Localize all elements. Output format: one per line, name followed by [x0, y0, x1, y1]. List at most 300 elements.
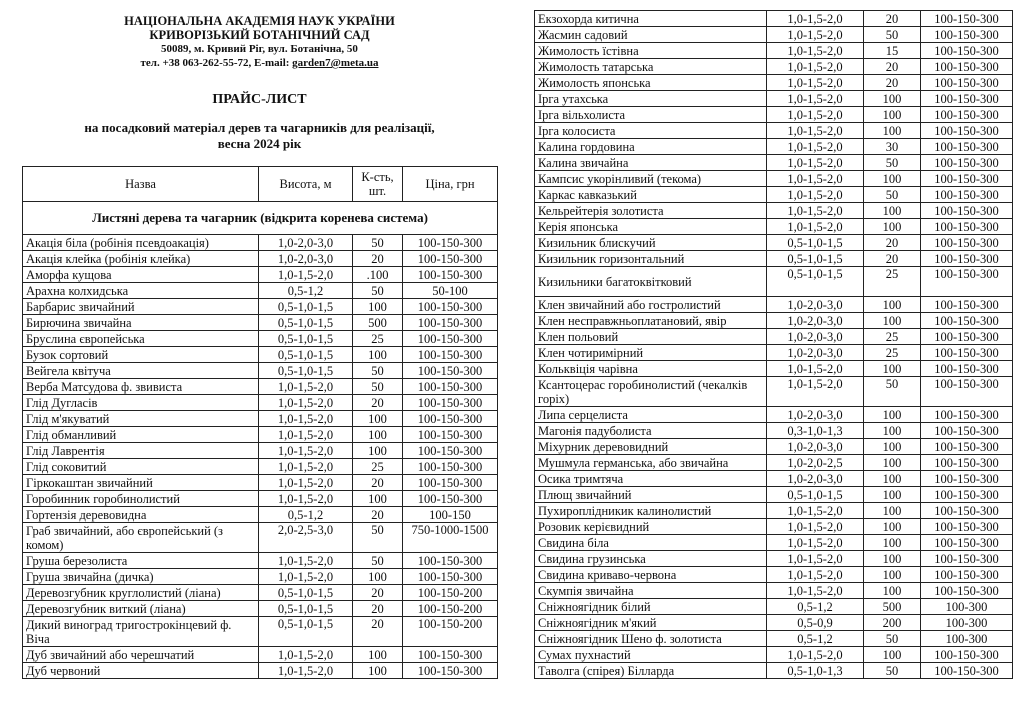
cell-price: 100-150-300	[921, 361, 1013, 377]
subtitle-line-2: весна 2024 рік	[217, 136, 302, 151]
cell-name: Груша звичайна (дичка)	[23, 569, 259, 585]
cell-qty: 50	[864, 631, 921, 647]
cell-height: 0,5-1,2	[259, 283, 353, 299]
cell-qty: 200	[864, 615, 921, 631]
cell-qty: 100	[864, 583, 921, 599]
table-row	[535, 631, 1013, 647]
cell-qty: 50	[353, 283, 403, 299]
cell-name: Скумпія звичайна	[535, 583, 767, 599]
cell-height: 0,5-0,9	[767, 615, 864, 631]
table-row	[535, 487, 1013, 503]
cell-name: Екзохорда китична	[535, 11, 767, 27]
cell-price: 100-150-300	[921, 59, 1013, 75]
table-row	[535, 455, 1013, 471]
cell-height: 1,0-1,5-2,0	[767, 11, 864, 27]
cell-qty: 20	[353, 617, 403, 647]
cell-qty: 100	[353, 491, 403, 507]
table-row	[23, 523, 498, 553]
cell-qty: 100	[864, 203, 921, 219]
cell-name: Кизильник блискучий	[535, 235, 767, 251]
col-header-price: Ціна, грн	[403, 167, 498, 202]
cell-price: 100-150-300	[921, 567, 1013, 583]
cell-qty: 100	[353, 663, 403, 679]
cell-price: 100-150-300	[403, 267, 498, 283]
table-row	[535, 313, 1013, 329]
cell-height: 1,0-1,5-2,0	[767, 535, 864, 551]
cell-qty: 100	[864, 361, 921, 377]
cell-price: 100-150-300	[921, 43, 1013, 59]
cell-height: 1,0-1,5-2,0	[259, 553, 353, 569]
cell-name: Гортензія деревовидна	[23, 507, 259, 523]
table-row	[535, 27, 1013, 43]
cell-name: Ксантоцерас горобинолистий (чекалків горіх)	[535, 377, 767, 407]
cell-height: 0,5-1,0-1,5	[259, 617, 353, 647]
cell-height: 1,0-1,5-2,0	[767, 503, 864, 519]
cell-name: Жасмин садовий	[535, 27, 767, 43]
cell-name: Глід обманливий	[23, 427, 259, 443]
table-row	[23, 459, 498, 475]
cell-price: 100-150-300	[403, 395, 498, 411]
cell-name: Кампсис укорінливий (текома)	[535, 171, 767, 187]
cell-height: 1,0-1,5-2,0	[767, 123, 864, 139]
cell-price: 100-150-300	[403, 235, 498, 251]
cell-height: 1,0-1,5-2,0	[767, 361, 864, 377]
cell-height: 1,0-1,5-2,0	[767, 519, 864, 535]
cell-height: 0,5-1,0-1,5	[259, 315, 353, 331]
table-row	[23, 315, 498, 331]
table-row	[535, 297, 1013, 313]
cell-price: 100-150-300	[403, 315, 498, 331]
table-row	[535, 535, 1013, 551]
table-row	[535, 439, 1013, 455]
cell-name: Барбарис звичайний	[23, 299, 259, 315]
table-row	[23, 617, 498, 647]
cell-name: Бруслина європейська	[23, 331, 259, 347]
cell-qty: 100	[864, 647, 921, 663]
cell-price: 100-150-300	[921, 123, 1013, 139]
cell-price: 100-150-300	[403, 299, 498, 315]
cell-height: 1,0-2,0-3,0	[767, 345, 864, 361]
table-row	[535, 155, 1013, 171]
cell-height: 0,5-1,0-1,5	[259, 299, 353, 315]
cell-name: Глід Лаврентія	[23, 443, 259, 459]
cell-name: Магонія падуболиста	[535, 423, 767, 439]
cell-height: 1,0-1,5-2,0	[767, 377, 864, 407]
table-row	[535, 361, 1013, 377]
price-table-left	[22, 166, 498, 679]
cell-height: 1,0-2,0-3,0	[767, 329, 864, 345]
cell-price: 100-150-300	[921, 439, 1013, 455]
cell-height: 1,0-1,5-2,0	[767, 59, 864, 75]
cell-name: Плющ звичайний	[535, 487, 767, 503]
cell-height: 0,5-1,0-1,5	[259, 585, 353, 601]
cell-qty: 100	[864, 297, 921, 313]
cell-qty: 100	[864, 519, 921, 535]
cell-name: Липа серцелиста	[535, 407, 767, 423]
table-row	[535, 503, 1013, 519]
cell-name: Кольквіція чарівна	[535, 361, 767, 377]
cell-name: Граб звичайний, або європейський (з комом)	[23, 523, 259, 553]
cell-height: 1,0-1,5-2,0	[259, 475, 353, 491]
cell-qty: 100	[353, 427, 403, 443]
cell-height: 1,0-1,5-2,0	[767, 91, 864, 107]
table-row	[535, 203, 1013, 219]
cell-price: 100-150-300	[921, 171, 1013, 187]
cell-name: Свидина криваво-червона	[535, 567, 767, 583]
cell-name: Ірга колосиста	[535, 123, 767, 139]
cell-qty: 100	[864, 171, 921, 187]
cell-height: 1,0-1,5-2,0	[767, 187, 864, 203]
cell-height: 1,0-1,5-2,0	[767, 203, 864, 219]
email-link[interactable]: garden7@meta.ua	[292, 57, 379, 69]
cell-height: 1,0-1,5-2,0	[259, 395, 353, 411]
cell-price: 100-150-300	[403, 647, 498, 663]
table-row	[535, 171, 1013, 187]
cell-name: Глід м'якуватий	[23, 411, 259, 427]
garden-name: КРИВОРІЗЬКИЙ БОТАНІЧНИЙ САД	[149, 28, 370, 42]
cell-price: 100-150-300	[921, 11, 1013, 27]
cell-name: Жимолость їстівна	[535, 43, 767, 59]
cell-qty: 20	[864, 251, 921, 267]
cell-price: 100-150-300	[403, 663, 498, 679]
cell-name: Верба Матсудова ф. звивиста	[23, 379, 259, 395]
cell-qty: 100	[864, 471, 921, 487]
table-row	[23, 601, 498, 617]
table-row	[23, 267, 498, 283]
table-row	[23, 363, 498, 379]
cell-name: Калина гордовина	[535, 139, 767, 155]
cell-price: 100-150-300	[921, 503, 1013, 519]
cell-price: 100-150-300	[921, 471, 1013, 487]
cell-price: 100-150-300	[403, 459, 498, 475]
table-row	[23, 443, 498, 459]
table-row	[535, 377, 1013, 407]
table-row	[23, 395, 498, 411]
cell-name: Сніжноягідник м'який	[535, 615, 767, 631]
cell-qty: 100	[864, 219, 921, 235]
cell-name: Кизильники багатоквітковий	[535, 267, 767, 297]
cell-qty: 100	[864, 423, 921, 439]
cell-name: Свидина біла	[535, 535, 767, 551]
cell-qty: 50	[353, 235, 403, 251]
cell-qty: 100	[864, 567, 921, 583]
address: 50089, м. Кривий Ріг, вул. Ботанічна, 50	[161, 43, 358, 55]
cell-qty: 100	[353, 569, 403, 585]
table-row	[535, 11, 1013, 27]
cell-height: 0,5-1,0-1,3	[767, 663, 864, 679]
cell-price: 100-150-300	[403, 569, 498, 585]
cell-qty: 50	[864, 187, 921, 203]
table-row	[535, 345, 1013, 361]
cell-price: 100-150-300	[921, 423, 1013, 439]
cell-qty: 30	[864, 139, 921, 155]
cell-height: 0,5-1,0-1,5	[259, 363, 353, 379]
cell-qty: 20	[864, 59, 921, 75]
section-row	[23, 202, 498, 235]
cell-price: 100-150-300	[403, 347, 498, 363]
cell-price: 100-150-300	[921, 535, 1013, 551]
cell-price: 100-150-300	[921, 251, 1013, 267]
cell-price: 100-150-300	[403, 379, 498, 395]
cell-qty: 50	[353, 553, 403, 569]
cell-price: 100-150-300	[921, 107, 1013, 123]
cell-name: Мушмула германська, або звичайна	[535, 455, 767, 471]
cell-qty: 25	[864, 329, 921, 345]
cell-qty: 100	[864, 535, 921, 551]
cell-name: Клен польовий	[535, 329, 767, 345]
cell-qty: 50	[353, 523, 403, 553]
table-row	[535, 599, 1013, 615]
cell-name: Бирючина звичайна	[23, 315, 259, 331]
cell-height: 1,0-1,5-2,0	[767, 43, 864, 59]
cell-name: Свидина грузинська	[535, 551, 767, 567]
table-row	[535, 251, 1013, 267]
cell-price: 100-150-300	[921, 187, 1013, 203]
cell-height: 1,0-1,5-2,0	[767, 155, 864, 171]
table-row	[535, 551, 1013, 567]
cell-qty: 50	[353, 379, 403, 395]
cell-price: 100-150-300	[403, 411, 498, 427]
table-row	[535, 123, 1013, 139]
cell-price: 100-150-300	[921, 377, 1013, 407]
cell-price: 100-150-300	[403, 363, 498, 379]
phone: тел. +38 063-262-55-72, E-mail:	[140, 57, 293, 69]
table-row	[23, 553, 498, 569]
cell-qty: 500	[864, 599, 921, 615]
cell-name: Глід соковитий	[23, 459, 259, 475]
table-header-row	[23, 167, 498, 202]
cell-qty: 100	[353, 347, 403, 363]
cell-name: Акація біла (робінія псевдоакація)	[23, 235, 259, 251]
cell-name: Керія японська	[535, 219, 767, 235]
cell-height: 1,0-1,5-2,0	[767, 171, 864, 187]
cell-qty: 100	[864, 407, 921, 423]
cell-height: 1,0-1,5-2,0	[259, 491, 353, 507]
table-row	[23, 411, 498, 427]
table-row	[535, 519, 1013, 535]
cell-price: 100-150-300	[921, 663, 1013, 679]
cell-name: Жимолость японська	[535, 75, 767, 91]
cell-qty: 100	[864, 439, 921, 455]
cell-height: 0,5-1,0-1,5	[767, 251, 864, 267]
cell-height: 1,0-2,0-3,0	[767, 439, 864, 455]
cell-name: Ірга вільхолиста	[535, 107, 767, 123]
table-row	[23, 475, 498, 491]
cell-price: 100-150-300	[921, 219, 1013, 235]
cell-name: Кизильник горизонтальний	[535, 251, 767, 267]
cell-qty: 25	[864, 267, 921, 297]
cell-name: Дуб червоний	[23, 663, 259, 679]
cell-name: Таволга (спірея) Білларда	[535, 663, 767, 679]
table-row	[535, 107, 1013, 123]
cell-qty: 100	[864, 551, 921, 567]
cell-height: 1,0-1,5-2,0	[767, 107, 864, 123]
cell-qty: 20	[864, 11, 921, 27]
cell-qty: 15	[864, 43, 921, 59]
table-row	[535, 187, 1013, 203]
table-row	[535, 139, 1013, 155]
cell-height: 1,0-2,0-2,5	[767, 455, 864, 471]
cell-qty: 25	[353, 331, 403, 347]
cell-qty: 100	[864, 123, 921, 139]
cell-price: 100-150-200	[403, 585, 498, 601]
cell-height: 1,0-1,5-2,0	[767, 551, 864, 567]
cell-height: 0,5-1,0-1,5	[767, 487, 864, 503]
cell-height: 1,0-1,5-2,0	[259, 443, 353, 459]
cell-price: 100-150-300	[921, 647, 1013, 663]
cell-height: 1,0-1,5-2,0	[259, 569, 353, 585]
table-row	[535, 59, 1013, 75]
cell-qty: 100	[864, 313, 921, 329]
cell-qty: 20	[353, 507, 403, 523]
cell-name: Арахна колхидська	[23, 283, 259, 299]
table-row	[535, 647, 1013, 663]
table-row	[535, 471, 1013, 487]
cell-height: 1,0-1,5-2,0	[767, 647, 864, 663]
table-row	[23, 569, 498, 585]
cell-price: 100-150-300	[403, 331, 498, 347]
table-row	[23, 235, 498, 251]
table-row	[23, 647, 498, 663]
cell-qty: 50	[864, 663, 921, 679]
cell-price: 100-150-300	[921, 329, 1013, 345]
cell-qty: 25	[353, 459, 403, 475]
price-table-right	[534, 10, 1013, 679]
cell-qty: 100	[353, 411, 403, 427]
cell-qty: 50	[864, 377, 921, 407]
cell-height: 0,5-1,0-1,5	[259, 347, 353, 363]
cell-height: 1,0-2,0-3,0	[767, 471, 864, 487]
org-name: НАЦІОНАЛЬНА АКАДЕМІЯ НАУК УКРАЇНИ	[124, 14, 395, 28]
cell-height: 1,0-1,5-2,0	[259, 663, 353, 679]
cell-qty: .100	[353, 267, 403, 283]
cell-height: 1,0-1,5-2,0	[259, 647, 353, 663]
table-row	[23, 663, 498, 679]
table-row	[535, 663, 1013, 679]
col-header-qty: К-сть, шт.	[353, 167, 403, 202]
right-page	[534, 10, 1012, 679]
cell-qty: 100	[864, 107, 921, 123]
cell-name: Груша березолиста	[23, 553, 259, 569]
cell-price: 100-150-300	[921, 155, 1013, 171]
table-row	[535, 43, 1013, 59]
cell-name: Дуб звичайний або черешчатий	[23, 647, 259, 663]
cell-height: 1,0-1,5-2,0	[767, 27, 864, 43]
col-header-height: Висота, м	[259, 167, 353, 202]
cell-price: 100-150-300	[921, 345, 1013, 361]
cell-name: Аморфа кущова	[23, 267, 259, 283]
cell-price: 750-1000-1500	[403, 523, 498, 553]
cell-qty: 500	[353, 315, 403, 331]
cell-height: 1,0-1,5-2,0	[767, 567, 864, 583]
cell-name: Пухироплідникик калинолистий	[535, 503, 767, 519]
cell-qty: 50	[864, 27, 921, 43]
table-row	[535, 267, 1013, 297]
table-row	[535, 407, 1013, 423]
cell-height: 0,5-1,0-1,5	[259, 601, 353, 617]
cell-price: 50-100	[403, 283, 498, 299]
cell-qty: 50	[353, 363, 403, 379]
table-row	[23, 585, 498, 601]
cell-name: Клен чотиримірний	[535, 345, 767, 361]
cell-price: 100-150-300	[403, 475, 498, 491]
cell-height: 0,5-1,2	[259, 507, 353, 523]
cell-qty: 50	[864, 155, 921, 171]
cell-name: Сніжноягідник білий	[535, 599, 767, 615]
cell-price: 100-300	[921, 631, 1013, 647]
cell-price: 100-150-300	[921, 583, 1013, 599]
cell-height: 1,0-1,5-2,0	[767, 139, 864, 155]
cell-qty: 100	[353, 647, 403, 663]
cell-name: Вейгела квітуча	[23, 363, 259, 379]
table-row	[535, 235, 1013, 251]
cell-height: 0,5-1,2	[767, 631, 864, 647]
cell-name: Кельрейтерія золотиста	[535, 203, 767, 219]
cell-name: Осика тримтяча	[535, 471, 767, 487]
cell-height: 1,0-1,5-2,0	[767, 583, 864, 599]
cell-qty: 100	[353, 443, 403, 459]
cell-height: 2,0-2,5-3,0	[259, 523, 353, 553]
cell-height: 1,0-2,0-3,0	[767, 313, 864, 329]
table-row	[535, 615, 1013, 631]
document-header	[22, 14, 497, 70]
left-page	[22, 0, 497, 679]
cell-qty: 20	[864, 75, 921, 91]
cell-height: 1,0-2,0-3,0	[259, 251, 353, 267]
cell-name: Каркас кавказький	[535, 187, 767, 203]
cell-price: 100-150-300	[403, 553, 498, 569]
table-row	[535, 583, 1013, 599]
cell-price: 100-150-300	[403, 251, 498, 267]
cell-qty: 100	[864, 503, 921, 519]
cell-price: 100-150-300	[403, 427, 498, 443]
table-row	[535, 567, 1013, 583]
cell-price: 100-150-300	[921, 455, 1013, 471]
cell-qty: 20	[353, 475, 403, 491]
cell-price: 100-150-300	[921, 139, 1013, 155]
cell-height: 0,3-1,0-1,3	[767, 423, 864, 439]
cell-height: 1,0-1,5-2,0	[259, 459, 353, 475]
cell-price: 100-150	[403, 507, 498, 523]
cell-price: 100-150-300	[921, 235, 1013, 251]
cell-price: 100-150-300	[921, 91, 1013, 107]
cell-name: Бузок сортовий	[23, 347, 259, 363]
table-row	[23, 331, 498, 347]
cell-qty: 20	[353, 601, 403, 617]
cell-name: Калина звичайна	[535, 155, 767, 171]
cell-name: Жимолость татарська	[535, 59, 767, 75]
cell-price: 100-150-200	[403, 617, 498, 647]
cell-price: 100-150-300	[921, 551, 1013, 567]
document-title: ПРАЙС-ЛИСТ	[212, 92, 307, 107]
cell-qty: 20	[864, 235, 921, 251]
cell-name: Гіркокаштан звичайний	[23, 475, 259, 491]
table-row	[535, 75, 1013, 91]
table-row	[23, 283, 498, 299]
cell-height: 0,5-1,0-1,5	[767, 267, 864, 297]
table-row	[23, 347, 498, 363]
cell-qty: 100	[864, 455, 921, 471]
cell-name: Глід Дугласів	[23, 395, 259, 411]
cell-name: Акація клейка (робінія клейка)	[23, 251, 259, 267]
cell-height: 1,0-1,5-2,0	[259, 379, 353, 395]
table-row	[535, 329, 1013, 345]
cell-price: 100-150-300	[921, 487, 1013, 503]
cell-price: 100-150-300	[921, 203, 1013, 219]
cell-name: Сумах пухнастий	[535, 647, 767, 663]
table-row	[23, 491, 498, 507]
cell-qty: 20	[353, 585, 403, 601]
